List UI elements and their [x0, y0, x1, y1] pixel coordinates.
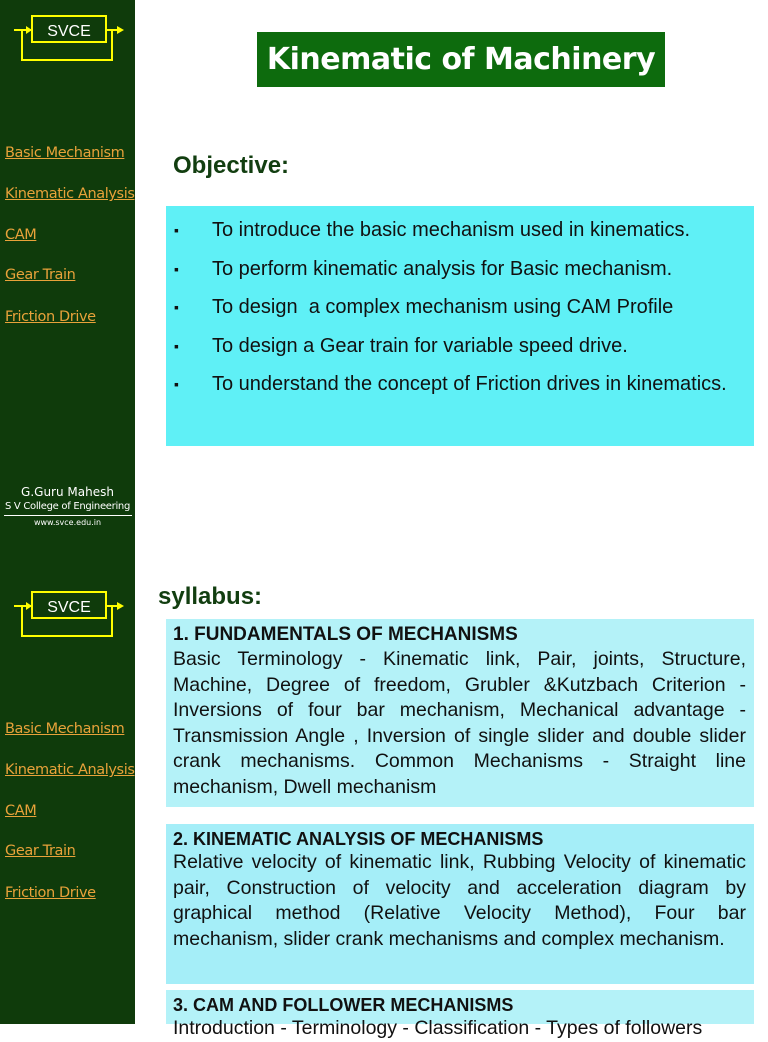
syllabus-unit-2 [166, 824, 754, 984]
bullet-marker: ▪ [174, 338, 179, 354]
nav-friction-drive[interactable]: Friction Drive [5, 885, 96, 901]
author-block [0, 484, 135, 528]
objective-item-3: To design a complex mechanism using CAM Profile [212, 296, 674, 318]
svce-logo [10, 586, 130, 646]
author-name: G.Guru Mahesh [21, 485, 114, 499]
unit-title: 1. FUNDAMENTALS OF MECHANISMS [173, 624, 518, 645]
svce-logo-icon [10, 10, 130, 70]
author-divider [4, 515, 132, 516]
logo-text: SVCE [47, 23, 91, 40]
syllabus-heading: syllabus: [158, 583, 263, 610]
bullet-marker: ▪ [174, 376, 179, 392]
bullet-marker: ▪ [174, 299, 179, 315]
unit-body: Introduction - Terminology - Classification - Types of followers [173, 1017, 703, 1039]
logo-text: SVCE [47, 599, 91, 616]
author-website: www.svce.edu.in [33, 518, 102, 527]
objective-item-5: To understand the concept of Friction drives in kinematics. [212, 373, 727, 395]
unit-body: Basic Terminology - Kinematic link, Pair, joints, Structure, Machine, Degree of freedom, Grubler &Kutzbach Criterion - Inversions of four bar mechanism, Mechanical advantage - Transmission Angle , Inversion of single slider and double slider crank mechanisms. Common Mechanisms - Straight line mechanism, Dwell mechanism [173, 648, 746, 798]
objective-box [166, 206, 754, 446]
nav-gear-train[interactable]: Gear Train [5, 267, 76, 283]
svce-logo-icon [10, 586, 130, 646]
bullet-marker: ▪ [174, 222, 179, 238]
nav-friction-drive[interactable]: Friction Drive [5, 309, 96, 325]
sidebar [0, 576, 135, 1024]
objective-item-4: To design a Gear train for variable speed drive. [212, 335, 628, 357]
nav-kinematic-analysis[interactable]: Kinematic Analysis [5, 762, 135, 778]
page-title: Kinematic of Machinery [257, 32, 665, 87]
objective-item-1: To introduce the basic mechanism used in kinematics. [212, 219, 691, 241]
nav-cam[interactable]: CAM [5, 227, 37, 243]
author-college: S V College of Engineering [4, 501, 131, 512]
nav-gear-train[interactable]: Gear Train [5, 843, 76, 859]
objective-item-2: To perform kinematic analysis for Basic mechanism. [212, 258, 673, 280]
syllabus-unit-1 [166, 619, 754, 807]
nav-cam[interactable]: CAM [5, 803, 37, 819]
nav-basic-mechanism[interactable]: Basic Mechanism [5, 721, 125, 737]
nav-kinematic-analysis[interactable]: Kinematic Analysis [5, 186, 135, 202]
syllabus-unit-3 [166, 990, 754, 1039]
unit-title: 3. CAM AND FOLLOWER MECHANISMS [173, 995, 514, 1015]
unit-title: 2. KINEMATIC ANALYSIS OF MECHANISMS [173, 829, 544, 849]
slide-2 [0, 576, 768, 1039]
unit-body: Relative velocity of kinematic link, Rubbing Velocity of kinematic pair, Construction of velocity and acceleration diagram by graphical method (Relative Velocity Method), Four bar mechanism, slider crank mechanisms and complex mechanism. [173, 851, 746, 950]
sidebar [0, 0, 135, 576]
svce-logo [10, 10, 130, 70]
objective-heading: Objective: [173, 152, 290, 179]
nav-basic-mechanism[interactable]: Basic Mechanism [5, 145, 125, 161]
bullet-marker: ▪ [174, 261, 179, 277]
